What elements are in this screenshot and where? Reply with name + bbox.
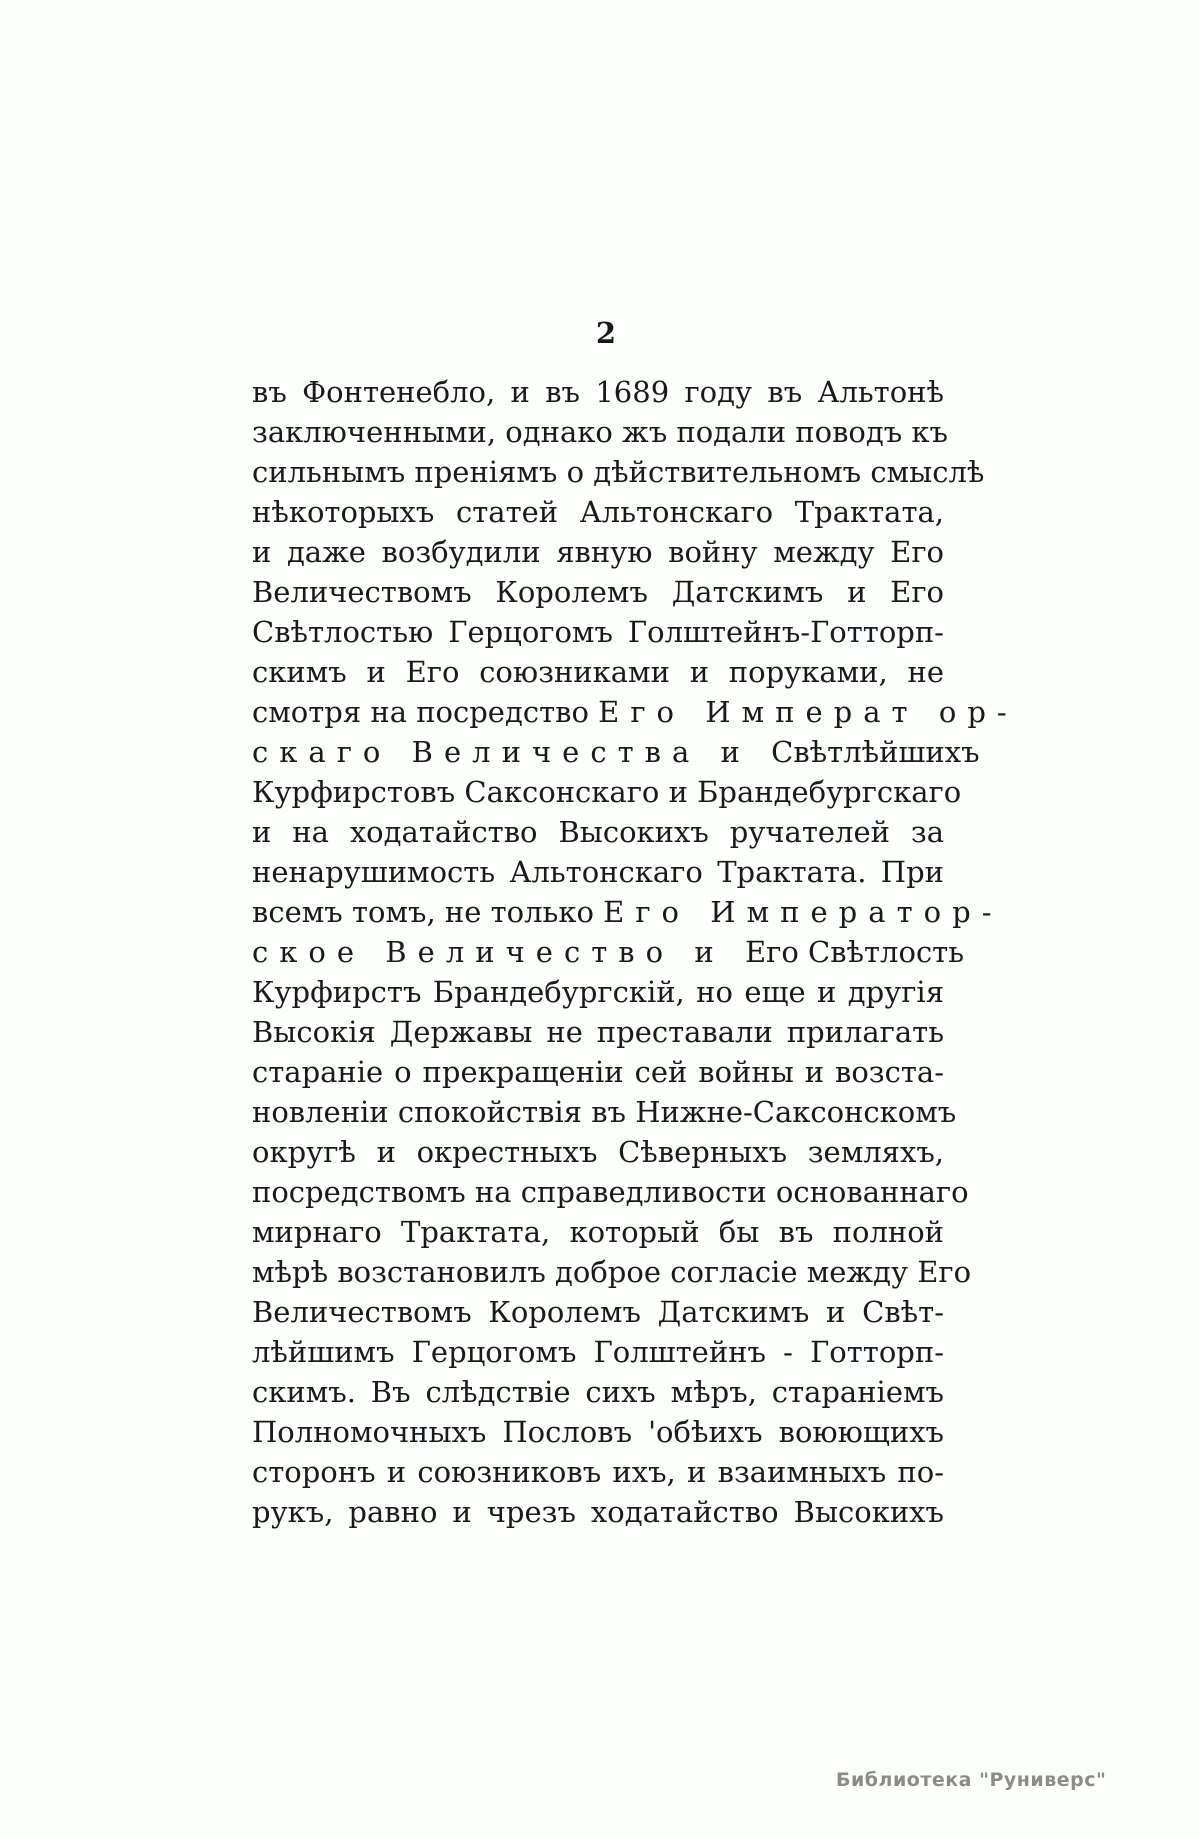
text-line: лѣйшимъ Герцогомъ Голштейнъ - Готторп-	[252, 1335, 944, 1369]
text-line: Величествомъ Королемъ Датскимъ и Свѣт-	[252, 1295, 944, 1329]
text-line: скимъ и Его союзниками и поруками, не	[252, 655, 944, 689]
text-line: скимъ. Въ слѣдствіе сихъ мѣръ, стараніемъ	[252, 1375, 944, 1409]
text-line: рукъ, равно и чрезъ ходатайство Высокихъ	[252, 1495, 944, 1529]
text-line: Курфирстъ Брандебургскій, но еще и другія	[252, 975, 944, 1009]
text-line: мѣрѣ возстановилъ доброе согласіе между Его	[252, 1255, 972, 1289]
text-line: сторонъ и союзниковъ ихъ, и взаимныхъ по-	[252, 1455, 944, 1489]
text-block	[252, 372, 1018, 1532]
text-line: въ Фонтенебло, и въ 1689 году въ Альтонѣ	[252, 375, 944, 409]
text-line: посредствомъ на справедливости основаннаго	[252, 1175, 969, 1209]
text-line: скаго Величества и Свѣтлѣйшихъ	[252, 735, 980, 769]
text-line: и на ходатайство Высокихъ ручателей за	[252, 815, 944, 849]
page-number: 2	[595, 316, 617, 350]
text-line: новленіи спокойствія въ Нижне-Саксонскомъ	[252, 1095, 957, 1129]
text-line: Полномочныхъ Пословъ 'обѣихъ воюющихъ	[252, 1415, 944, 1449]
text-line: и даже возбудили явную войну между Его	[252, 535, 944, 569]
text-line: стараніе о прекращеніи сей войны и возста-	[252, 1055, 944, 1089]
text-line: всемъ томъ, не только Его Император-	[252, 895, 1003, 929]
text-line: смотря на посредство Его Императ ор-	[252, 695, 1018, 729]
text-line: округѣ и окрестныхъ Сѣверныхъ земляхъ,	[252, 1135, 944, 1169]
text-line: сильнымъ преніямъ о дѣйствительномъ смыслѣ	[252, 455, 985, 489]
text-line: мирнаго Трактата, который бы въ полной	[252, 1215, 944, 1249]
text-line: нѣкоторыхъ статей Альтонскаго Трактата,	[252, 495, 944, 529]
text-line: Высокія Державы не преставали прилагать	[252, 1015, 944, 1049]
text-line: ское Величество и Его Свѣтлость	[252, 935, 965, 969]
text-line: ненарушимость Альтонскаго Трактата. При	[252, 855, 944, 889]
text-line: заключенными, однако жъ подали поводъ къ	[252, 415, 948, 449]
text-line: Курфирстовъ Саксонскаго и Брандебургскаго	[252, 775, 962, 809]
text-line: Свѣтлостью Герцогомъ Голштейнъ-Готторп-	[252, 615, 944, 649]
watermark: Библиотека "Руниверс"	[836, 1769, 1107, 1791]
text-line: Величествомъ Королемъ Датскимъ и Его	[252, 575, 944, 609]
